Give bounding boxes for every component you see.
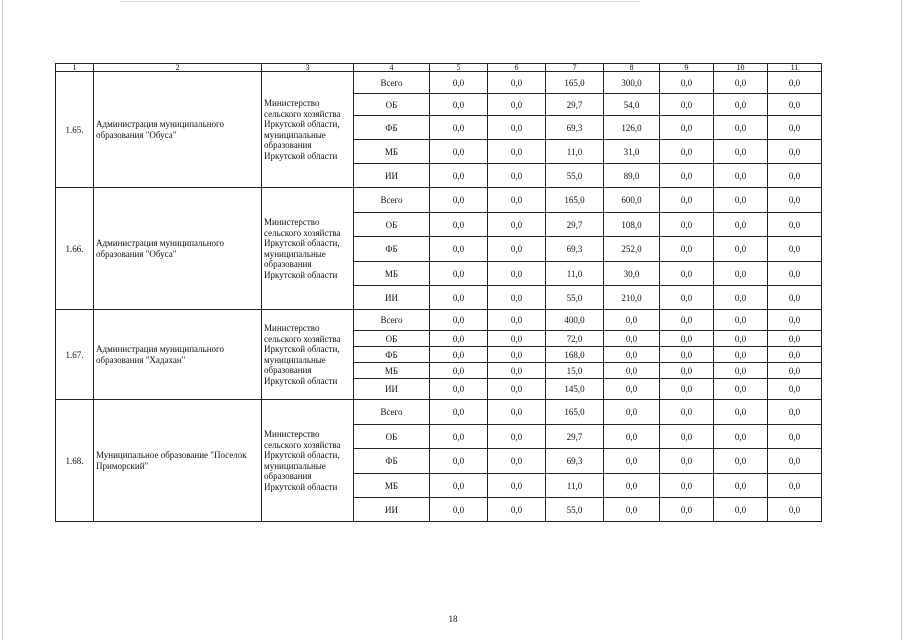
value-cell: 0,0 [768,262,822,286]
value-cell: 72,0 [546,331,604,347]
column-header: 5 [430,64,488,72]
value-cell: 252,0 [604,237,660,262]
column-header: 4 [354,64,430,72]
funding-source-cell: ИИ [354,379,430,400]
value-cell: 0,0 [714,164,768,188]
funding-source-cell: ФБ [354,237,430,262]
value-cell: 0,0 [714,379,768,400]
page-number: 18 [448,614,458,624]
table-row [56,72,822,94]
value-cell: 0,0 [430,286,488,310]
value-cell: 0,0 [768,188,822,213]
scan-edge-top [120,1,640,2]
value-cell: 0,0 [714,331,768,347]
column-header: 11 [768,64,822,72]
value-cell: 0,0 [488,449,546,474]
funding-source-cell: ОБ [354,213,430,237]
column-header: 9 [660,64,714,72]
value-cell: 0,0 [488,72,546,94]
value-cell: 0,0 [660,140,714,164]
value-cell: 0,0 [714,347,768,363]
funding-source-cell: ОБ [354,425,430,449]
value-cell: 0,0 [488,116,546,140]
scan-edge-left [2,0,3,640]
value-cell: 0,0 [660,213,714,237]
funding-source-cell: МБ [354,140,430,164]
value-cell: 0,0 [604,474,660,498]
value-cell: 0,0 [604,363,660,379]
value-cell: 0,0 [488,474,546,498]
value-cell: 11,0 [546,140,604,164]
value-cell: 0,0 [488,347,546,363]
value-cell: 0,0 [604,310,660,331]
ministry-cell: Министерство сельского хозяйства Иркутской области, муниципальные образования Иркутской области [262,400,354,522]
funding-source-cell: ФБ [354,116,430,140]
value-cell: 29,7 [546,213,604,237]
value-cell: 0,0 [714,237,768,262]
column-header: 2 [94,64,262,72]
value-cell: 69,3 [546,449,604,474]
value-cell: 0,0 [604,347,660,363]
value-cell: 400,0 [546,310,604,331]
value-cell: 11,0 [546,474,604,498]
value-cell: 0,0 [488,498,546,522]
ministry-cell: Министерство сельского хозяйства Иркутской области, муниципальные образования Иркутской области [262,310,354,400]
value-cell: 0,0 [488,379,546,400]
funding-source-cell: ОБ [354,94,430,116]
value-cell: 0,0 [604,425,660,449]
value-cell: 0,0 [488,331,546,347]
value-cell: 0,0 [768,425,822,449]
table-row [56,188,822,213]
value-cell: 0,0 [430,363,488,379]
value-cell: 0,0 [714,498,768,522]
column-header: 3 [262,64,354,72]
value-cell: 0,0 [660,498,714,522]
value-cell: 15,0 [546,363,604,379]
value-cell: 0,0 [660,363,714,379]
value-cell: 0,0 [430,237,488,262]
value-cell: 0,0 [430,379,488,400]
funding-source-cell: ФБ [354,449,430,474]
column-header: 10 [714,64,768,72]
value-cell: 0,0 [430,449,488,474]
value-cell: 0,0 [768,379,822,400]
ministry-cell: Министерство сельского хозяйства Иркутской области, муниципальные образования Иркутской области [262,188,354,310]
value-cell: 0,0 [430,262,488,286]
value-cell: 55,0 [546,164,604,188]
value-cell: 89,0 [604,164,660,188]
value-cell: 0,0 [430,164,488,188]
value-cell: 0,0 [488,140,546,164]
value-cell: 0,0 [660,188,714,213]
value-cell: 0,0 [768,400,822,425]
value-cell: 0,0 [714,94,768,116]
value-cell: 108,0 [604,213,660,237]
value-cell: 0,0 [604,449,660,474]
value-cell: 0,0 [660,116,714,140]
funding-source-cell: МБ [354,474,430,498]
value-cell: 0,0 [430,498,488,522]
value-cell: 0,0 [768,116,822,140]
recipient-cell: Муниципальное образование "Поселок Приморский" [94,400,262,522]
value-cell: 0,0 [488,237,546,262]
value-cell: 0,0 [660,164,714,188]
funding-source-cell: Всего [354,72,430,94]
value-cell: 0,0 [768,237,822,262]
value-cell: 0,0 [768,140,822,164]
recipient-cell: Администрация муниципального образования "Обуса" [94,72,262,188]
funding-source-cell: Всего [354,400,430,425]
value-cell: 165,0 [546,400,604,425]
value-cell: 0,0 [714,310,768,331]
scan-edge-right [901,0,902,640]
funding-source-cell: МБ [354,363,430,379]
value-cell: 0,0 [660,474,714,498]
value-cell: 0,0 [488,286,546,310]
value-cell: 0,0 [660,262,714,286]
value-cell: 165,0 [546,72,604,94]
value-cell: 0,0 [768,498,822,522]
value-cell: 0,0 [714,449,768,474]
table-row [56,400,822,425]
value-cell: 0,0 [488,363,546,379]
ministry-cell: Министерство сельского хозяйства Иркутской области, муниципальные образования Иркутской области [262,72,354,188]
value-cell: 0,0 [714,400,768,425]
value-cell: 0,0 [660,331,714,347]
value-cell: 0,0 [430,347,488,363]
value-cell: 0,0 [768,363,822,379]
row-number: 1.65. [56,72,94,188]
table-row [56,310,822,331]
value-cell: 31,0 [604,140,660,164]
value-cell: 0,0 [714,262,768,286]
value-cell: 0,0 [714,286,768,310]
value-cell: 0,0 [488,94,546,116]
value-cell: 0,0 [768,286,822,310]
row-number: 1.67. [56,310,94,400]
value-cell: 0,0 [660,449,714,474]
value-cell: 29,7 [546,94,604,116]
value-cell: 168,0 [546,347,604,363]
value-cell: 145,0 [546,379,604,400]
column-header: 7 [546,64,604,72]
value-cell: 0,0 [430,425,488,449]
column-header: 6 [488,64,546,72]
value-cell: 0,0 [604,498,660,522]
value-cell: 0,0 [430,310,488,331]
value-cell: 69,3 [546,237,604,262]
value-cell: 0,0 [768,331,822,347]
value-cell: 0,0 [604,400,660,425]
value-cell: 0,0 [660,94,714,116]
value-cell: 69,3 [546,116,604,140]
value-cell: 0,0 [768,347,822,363]
value-cell: 0,0 [660,237,714,262]
value-cell: 0,0 [488,213,546,237]
value-cell: 0,0 [660,347,714,363]
value-cell: 0,0 [430,188,488,213]
funding-source-cell: МБ [354,262,430,286]
value-cell: 0,0 [660,379,714,400]
value-cell: 0,0 [488,425,546,449]
value-cell: 0,0 [430,474,488,498]
value-cell: 0,0 [768,72,822,94]
funding-source-cell: ФБ [354,347,430,363]
value-cell: 0,0 [430,94,488,116]
value-cell: 0,0 [660,286,714,310]
table-body [56,64,822,522]
value-cell: 210,0 [604,286,660,310]
value-cell: 0,0 [430,72,488,94]
value-cell: 0,0 [714,363,768,379]
value-cell: 0,0 [604,379,660,400]
value-cell: 55,0 [546,498,604,522]
value-cell: 0,0 [660,425,714,449]
value-cell: 0,0 [768,474,822,498]
value-cell: 0,0 [430,213,488,237]
value-cell: 54,0 [604,94,660,116]
value-cell: 0,0 [714,425,768,449]
value-cell: 11,0 [546,262,604,286]
column-number-row [56,64,822,72]
funding-source-cell: ИИ [354,498,430,522]
value-cell: 0,0 [714,140,768,164]
value-cell: 0,0 [714,213,768,237]
value-cell: 0,0 [660,400,714,425]
funding-source-cell: Всего [354,188,430,213]
value-cell: 0,0 [430,116,488,140]
value-cell: 0,0 [604,331,660,347]
row-number: 1.68. [56,400,94,522]
value-cell: 0,0 [488,188,546,213]
value-cell: 300,0 [604,72,660,94]
value-cell: 126,0 [604,116,660,140]
value-cell: 55,0 [546,286,604,310]
value-cell: 0,0 [768,213,822,237]
value-cell: 0,0 [768,164,822,188]
value-cell: 0,0 [660,310,714,331]
value-cell: 0,0 [660,72,714,94]
funding-source-cell: ИИ [354,286,430,310]
value-cell: 0,0 [488,400,546,425]
value-cell: 0,0 [430,331,488,347]
value-cell: 0,0 [714,474,768,498]
value-cell: 0,0 [714,72,768,94]
value-cell: 0,0 [488,310,546,331]
value-cell: 29,7 [546,425,604,449]
column-header: 1 [56,64,94,72]
funding-source-cell: Всего [354,310,430,331]
value-cell: 0,0 [768,94,822,116]
value-cell: 600,0 [604,188,660,213]
value-cell: 165,0 [546,188,604,213]
value-cell: 30,0 [604,262,660,286]
value-cell: 0,0 [768,310,822,331]
value-cell: 0,0 [714,116,768,140]
recipient-cell: Администрация муниципального образования "Хадахан" [94,310,262,400]
column-header: 8 [604,64,660,72]
value-cell: 0,0 [488,164,546,188]
value-cell: 0,0 [488,262,546,286]
program-funding-table [55,63,822,522]
funding-source-cell: ОБ [354,331,430,347]
recipient-cell: Администрация муниципального образования "Обуса" [94,188,262,310]
value-cell: 0,0 [714,188,768,213]
row-number: 1.66. [56,188,94,310]
funding-source-cell: ИИ [354,164,430,188]
value-cell: 0,0 [430,400,488,425]
value-cell: 0,0 [430,140,488,164]
value-cell: 0,0 [768,449,822,474]
